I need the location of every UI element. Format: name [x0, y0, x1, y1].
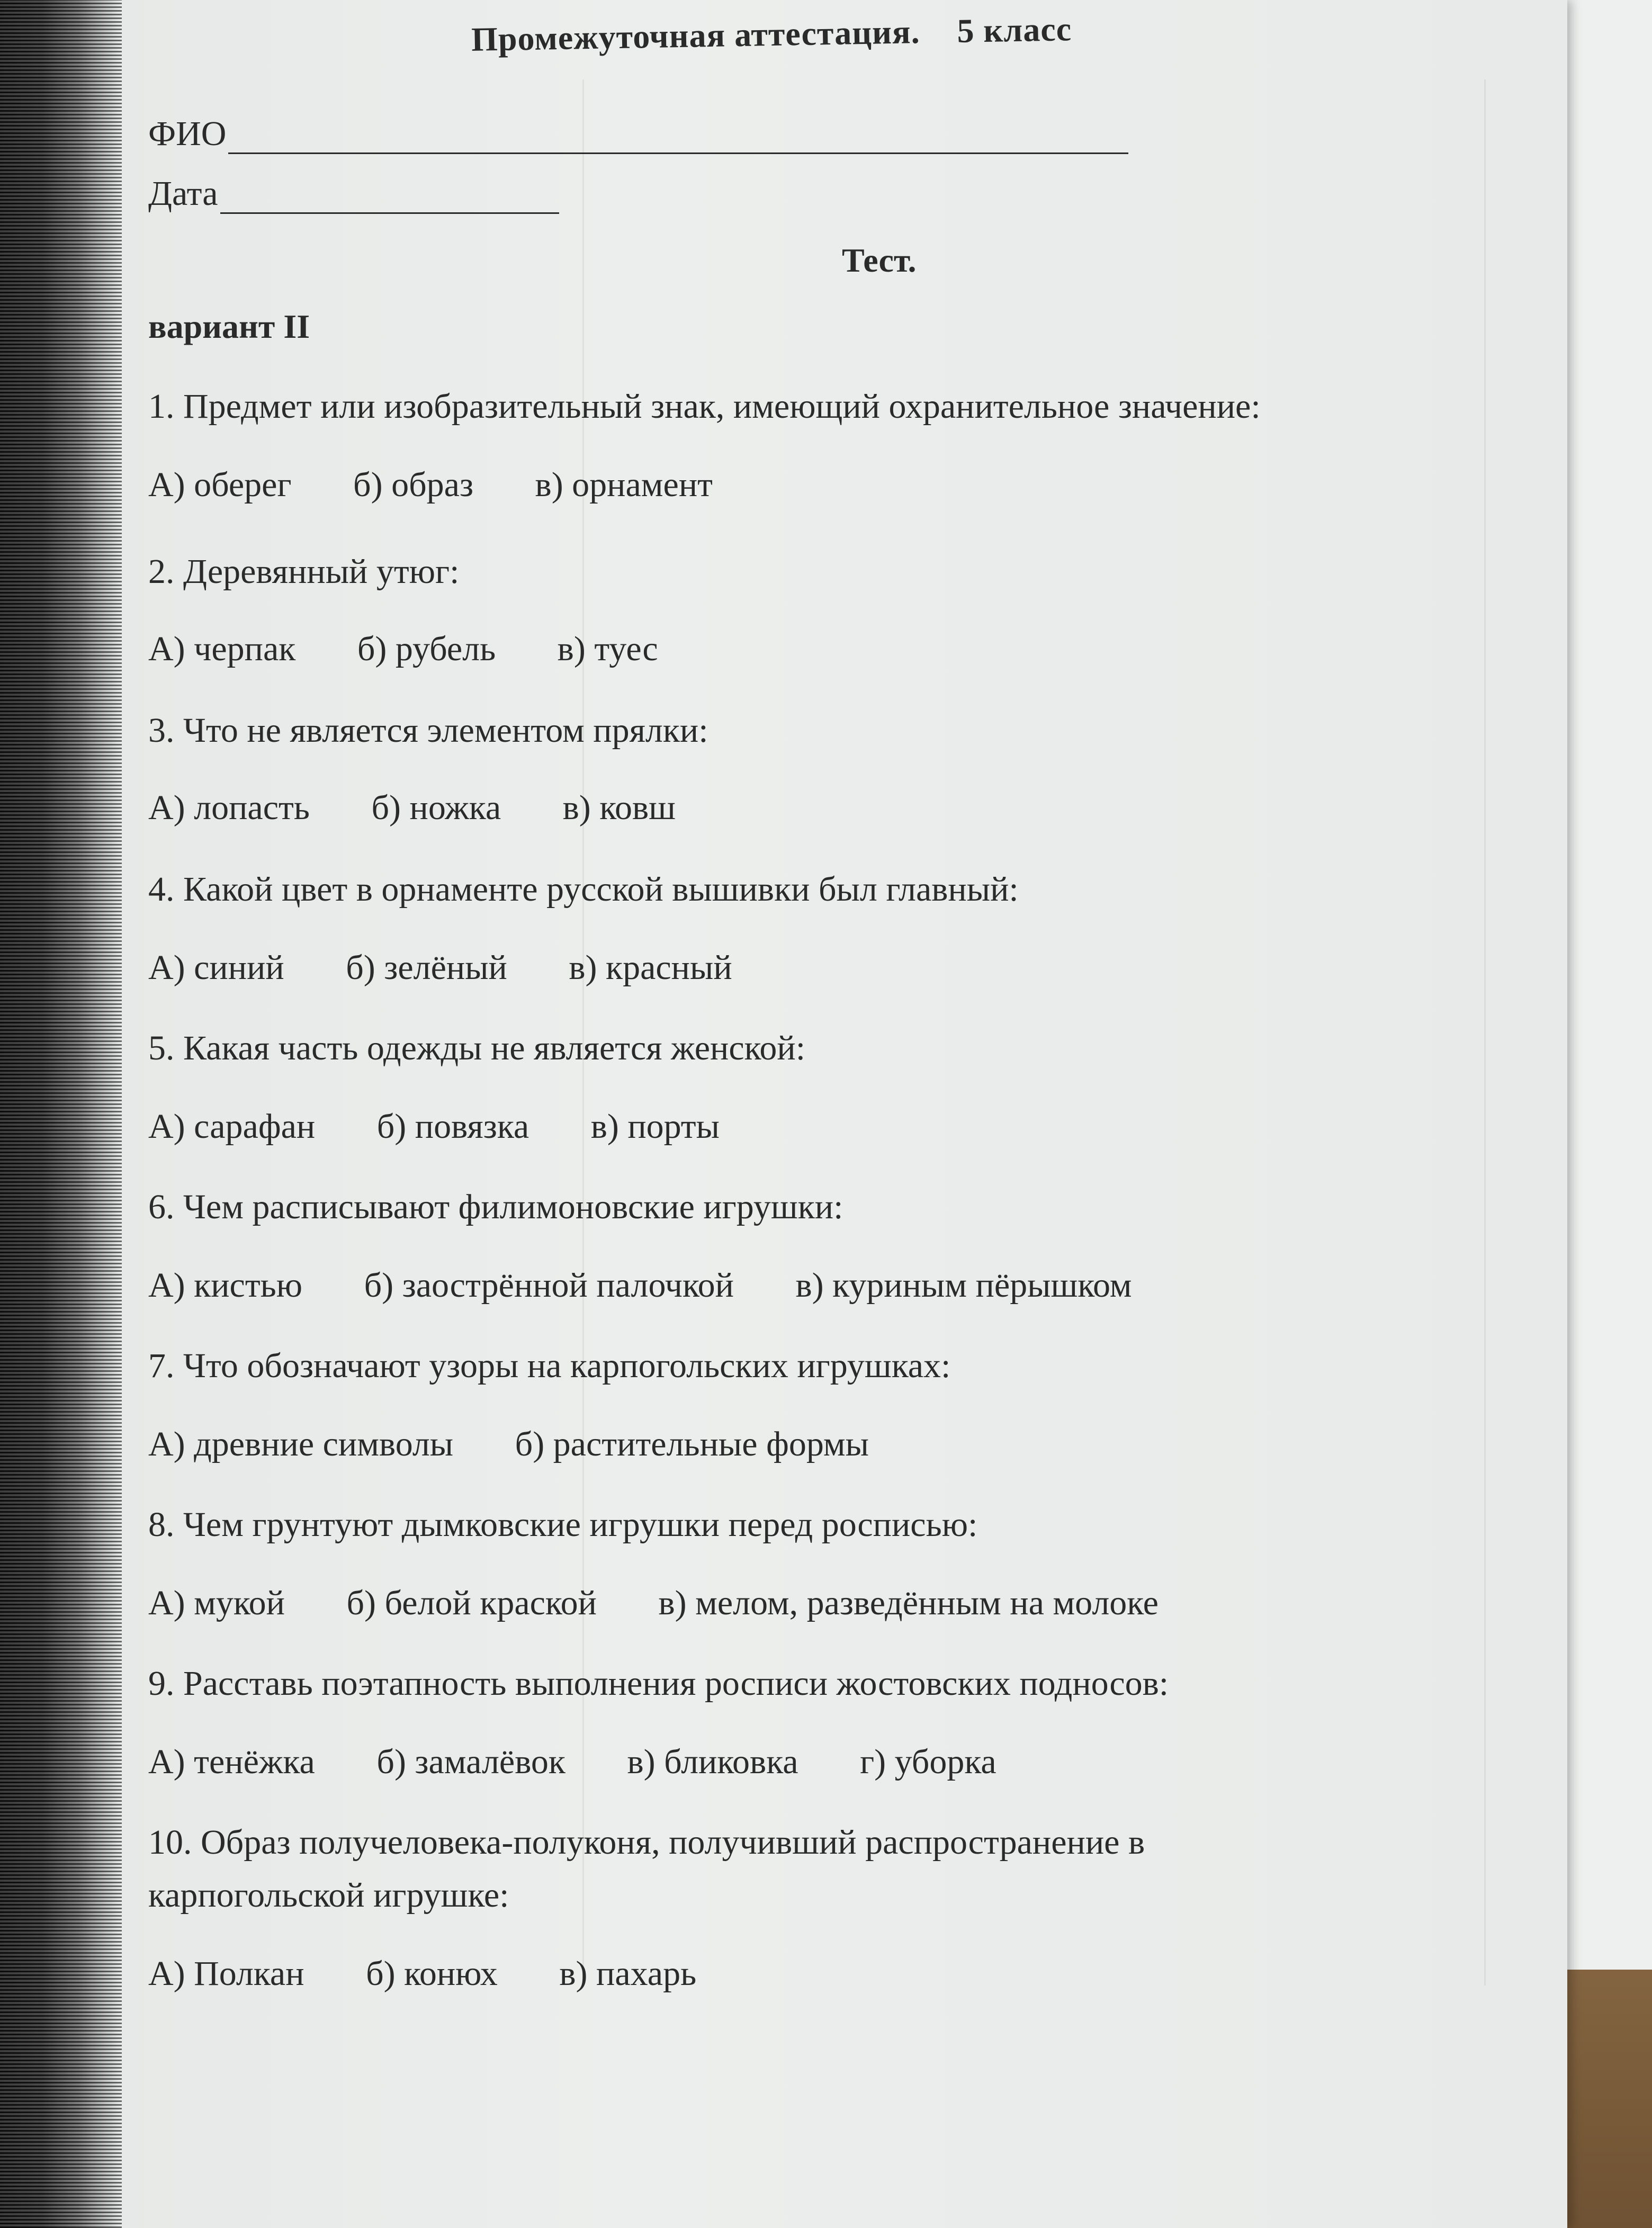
option-9b: б) замалёвок [376, 1742, 565, 1781]
option-6a: А) кистью [148, 1266, 303, 1305]
fio-label: ФИО [148, 114, 227, 153]
option-2a: А) черпак [148, 630, 296, 668]
option-1a: А) оберег [148, 465, 292, 504]
option-1c: в) орнамент [535, 465, 713, 504]
option-9d: г) уборка [860, 1742, 996, 1781]
options-2 [148, 629, 711, 669]
fio-field [148, 114, 1128, 154]
option-10a: А) Полкан [148, 1954, 304, 1993]
page-title [471, 10, 1072, 59]
option-3b: б) ножка [371, 788, 501, 827]
option-9a: А) тенёжка [148, 1742, 315, 1781]
option-6c: в) куриным пёрышком [795, 1266, 1132, 1305]
option-8a: А) мукой [148, 1584, 285, 1622]
option-5c: в) порты [590, 1107, 720, 1146]
date-blank-line [220, 186, 559, 214]
question-2: 2. Деревянный утюг: [148, 552, 460, 591]
question-10-line-2: карпогольской игрушке: [148, 1876, 509, 1915]
date-field [148, 174, 559, 214]
test-heading: Тест. [842, 241, 917, 279]
options-1 [148, 465, 766, 505]
scan-shadow-edge [0, 0, 122, 2228]
question-10-line-1: 10. Образ получеловека-полуконя, получивший распространение в [148, 1823, 1145, 1862]
question-5: 5. Какая часть одежды не является женской: [148, 1029, 806, 1067]
option-7a: А) древние символы [148, 1425, 454, 1463]
question-3: 3. Что не является элементом прялки: [148, 711, 708, 750]
question-8: 8. Чем грунтуют дымковские игрушки перед росписью: [148, 1505, 978, 1544]
grade-text: 5 класс [956, 10, 1072, 50]
option-7b: б) растительные формы [515, 1425, 869, 1463]
option-10b: б) конюх [366, 1954, 498, 1993]
question-9: 9. Расставь поэтапность выполнения росписи жостовских подносов: [148, 1664, 1169, 1703]
question-1: 1. Предмет или изобразительный знак, имеющий охранительное значение: [148, 387, 1261, 426]
options-4 [148, 948, 785, 988]
option-6b: б) заострённой палочкой [364, 1266, 734, 1305]
options-3 [148, 788, 729, 828]
option-3a: А) лопасть [148, 788, 310, 827]
options-10 [148, 1954, 749, 1994]
option-3c: в) ковш [562, 788, 676, 827]
option-5b: б) повязка [376, 1107, 529, 1146]
options-7 [148, 1424, 922, 1465]
option-2b: б) рубель [357, 630, 496, 668]
option-4a: А) синий [148, 948, 284, 987]
option-8c: в) мелом, разведённым на молоке [658, 1584, 1159, 1622]
underlying-sheet [1556, 0, 1652, 1970]
date-label: Дата [148, 174, 218, 213]
option-9c: в) бликовка [627, 1742, 798, 1781]
options-6 [148, 1265, 1185, 1306]
option-8b: б) белой краской [346, 1584, 597, 1622]
option-10c: в) пахарь [559, 1954, 697, 1993]
option-5a: А) сарафан [148, 1107, 316, 1146]
question-6: 6. Чем расписывают филимоновские игрушки: [148, 1188, 843, 1226]
options-5 [148, 1107, 773, 1147]
option-1b: б) образ [353, 465, 474, 504]
options-9 [148, 1742, 1049, 1782]
option-4c: в) красный [569, 948, 732, 987]
option-4b: б) зелёный [346, 948, 507, 987]
question-7: 7. Что обозначают узоры на карпогольских игрушках: [148, 1346, 951, 1385]
title-text: Промежуточная аттестация. [471, 13, 921, 58]
fio-blank-line [228, 126, 1128, 154]
options-8 [148, 1583, 1211, 1623]
question-4: 4. Какой цвет в орнаменте русской вышивки был главный: [148, 870, 1019, 909]
option-2c: в) туес [557, 630, 658, 668]
variant-heading: вариант II [148, 308, 310, 345]
